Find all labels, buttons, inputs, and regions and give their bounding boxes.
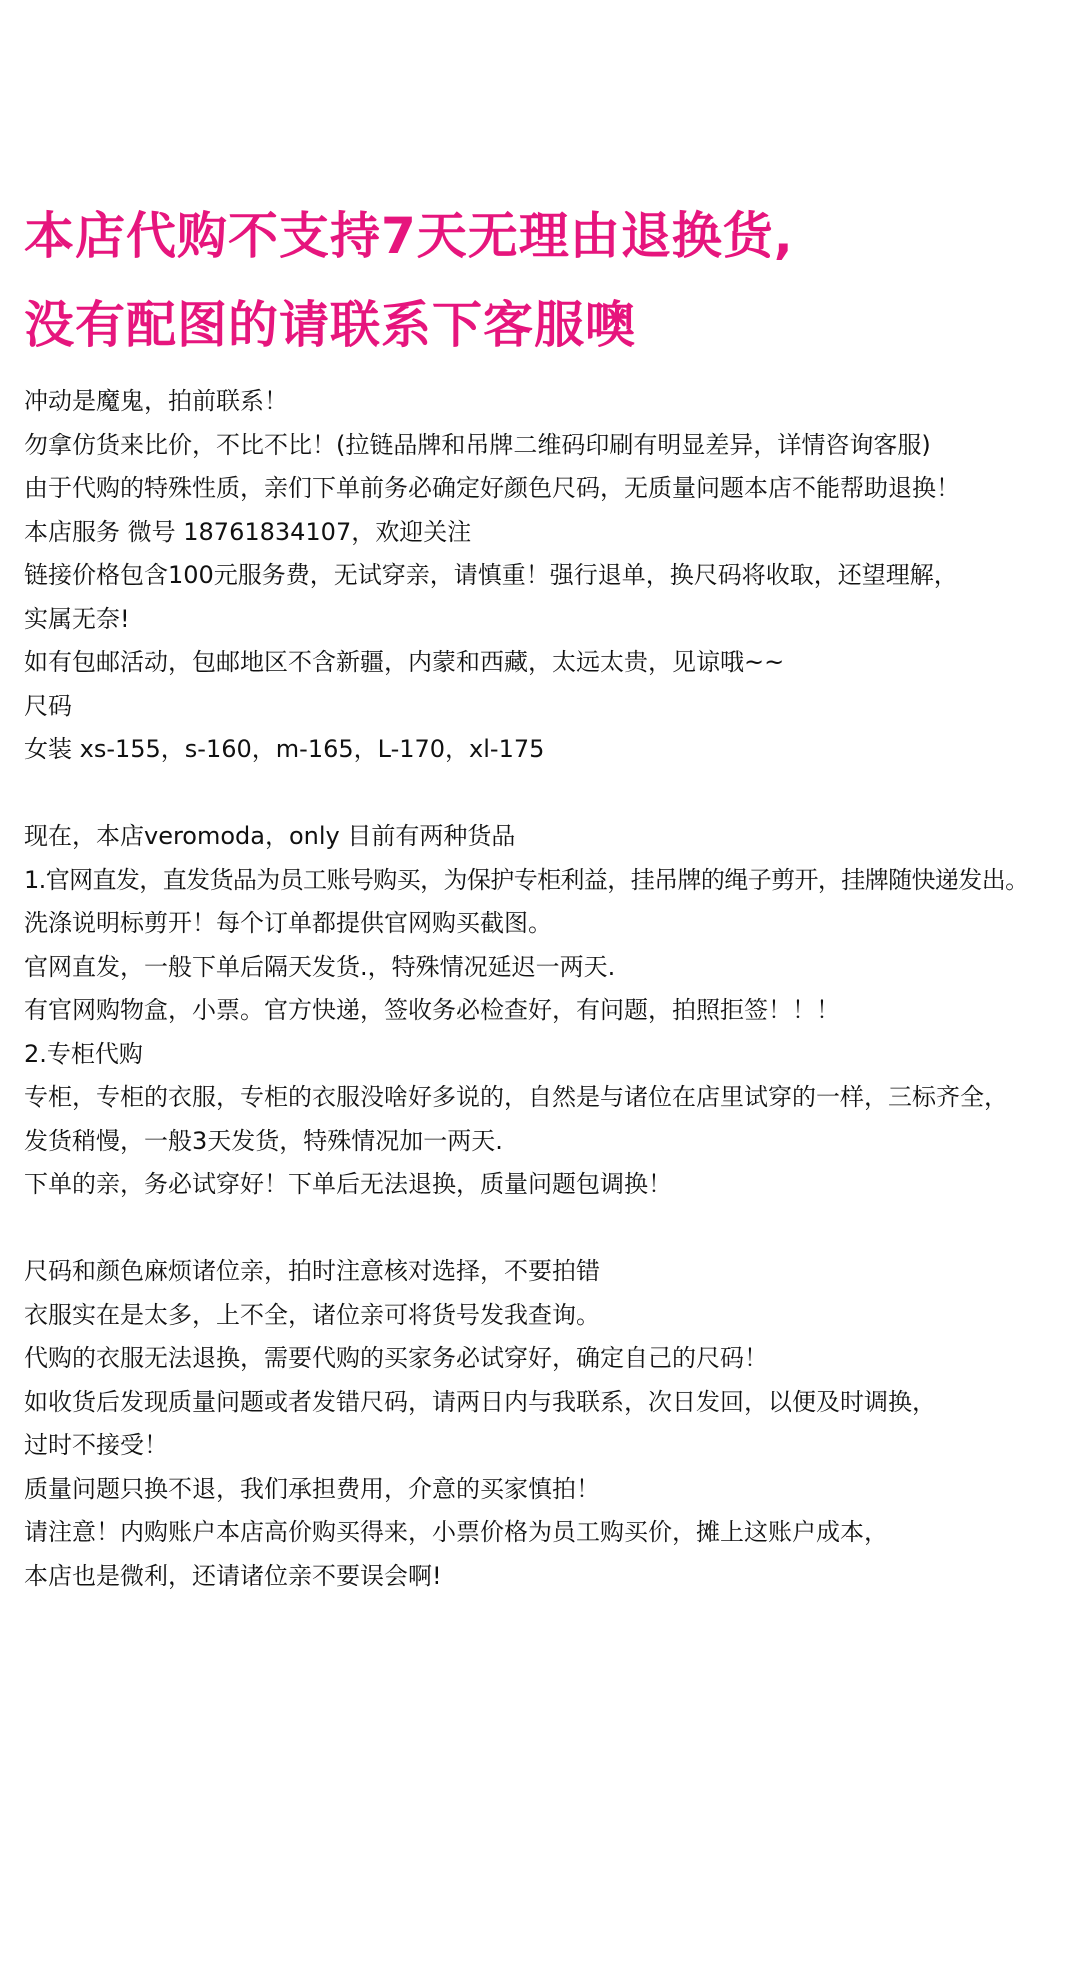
notice-line: 请注意！内购账户本店高价购买得来，小票价格为员工购买价，摊上这账户成本， <box>24 1518 888 1546</box>
notice-line: 链接价格包含100元服务费，无试穿亲，请慎重！强行退单，换尺码将收取，还望理解， <box>24 561 958 589</box>
notice-body <box>24 380 1074 1598</box>
notice-line: 由于代购的特殊性质，亲们下单前务必确定好颜色尺码，无质量问题本店不能帮助退换！ <box>24 474 960 502</box>
notice-line: 官网直发，一般下单后隔天发货.，特殊情况延迟一两天. <box>24 952 616 981</box>
notice-line: 女装 xs-155，s-160，m-165，L-170，xl-175 <box>24 735 545 763</box>
notice-line: 如有包邮活动，包邮地区不含新疆，内蒙和西藏，太远太贵，见谅哦~~ <box>24 648 785 676</box>
notice-line: 尺码和颜色麻烦诸位亲，拍时注意核对选择，不要拍错 <box>24 1257 600 1285</box>
notice-line: 衣服实在是太多，上不全，诸位亲可将货号发我查询。 <box>24 1300 600 1329</box>
notice-line: 洗涤说明标剪开！每个订单都提供官网购买截图。 <box>24 909 552 937</box>
spacer <box>24 1207 1074 1251</box>
notice-line: 勿拿仿货来比价，不比不比！(拉链品牌和吊牌二维码印刷有明显差异，详情咨询客服) <box>24 430 931 459</box>
notice-line: 下单的亲，务必试穿好！下单后无法退换，质量问题包调换！ <box>24 1170 672 1198</box>
spacer <box>24 772 1074 816</box>
notice-line: 现在，本店veromoda，only 目前有两种货品 <box>24 822 516 850</box>
notice-line: 有官网购物盒，小票。官方快递，签收务必检查好，有问题，拍照拒签！！！ <box>24 996 840 1024</box>
notice-line: 发货稍慢，一般3天发货，特殊情况加一两天. <box>24 1126 503 1155</box>
notice-line: 专柜，专柜的衣服，专柜的衣服没啥好多说的，自然是与诸位在店里试穿的一样，三标齐全， <box>24 1083 1008 1111</box>
notice-line: 代购的衣服无法退换，需要代购的买家务必试穿好，确定自己的尺码！ <box>24 1344 768 1372</box>
notice-line: 质量问题只换不退，我们承担费用，介意的买家慎拍！ <box>24 1474 600 1503</box>
headline-line-2: 没有配图的请联系下客服噢 <box>24 296 636 354</box>
notice-line: 2.专柜代购 <box>24 1039 143 1068</box>
notice-line: 本店也是微利，还请诸位亲不要误会啊! <box>24 1561 442 1590</box>
notice-line: 本店服务 微号 18761834107，欢迎关注 <box>24 517 472 546</box>
headline-line-1: 本店代购不支持7天无理由退换货, <box>24 207 794 265</box>
notice-line: 过时不接受！ <box>24 1431 168 1459</box>
notice-line: 尺码 <box>24 691 72 720</box>
notice-line: 实属无奈! <box>24 604 130 633</box>
notice-line: 冲动是魔鬼，拍前联系！ <box>24 387 288 415</box>
notice-line: 如收货后发现质量问题或者发错尺码，请两日内与我联系，次日发回，以便及时调换， <box>24 1387 936 1416</box>
notice-line: 1.官网直发，直发货品为员工账号购买，为保护专柜利益，挂吊牌的绳子剪开，挂牌随快递发出。 <box>24 865 1029 894</box>
